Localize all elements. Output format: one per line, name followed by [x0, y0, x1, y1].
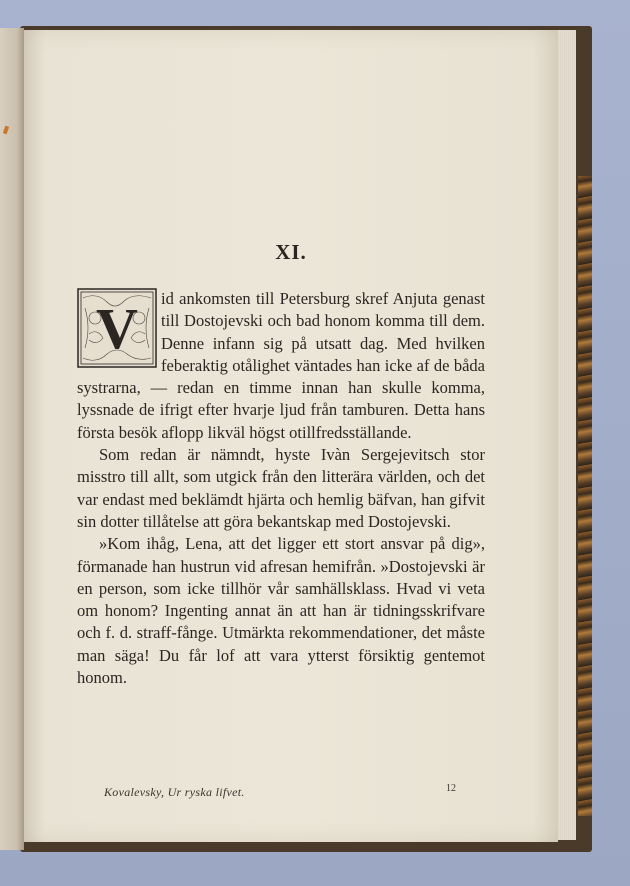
body-text [77, 288, 485, 689]
paragraph-1: id ankomsten till Petersburg skref Anjuta genast till Dostojevski och bad honom komma till dem. Denne infann sig på utsatt dag. Med hvilken feberaktig otålighet väntades han icke af de båda systrarna, — redan en timme innan han skulle komma, lyssnade de ifrigt efter hvarje ljud från tamburen. Detta hans första besök aflopp likväl högst otillfredsställande. [77, 289, 485, 442]
ornamental-v-icon [77, 288, 157, 368]
marbled-cover-edge [578, 176, 592, 816]
left-page-edge [0, 28, 24, 850]
paragraph-2: Som redan är nämndt, hyste Ivàn Sergejevitsch stor misstro till allt, som utgick från den litterära världen, och det var endast med beklämdt hjärta och hemlig bäfvan, han gifvit sin dotter tillåtelse att göra bekantskap med Dostojevski. [77, 445, 485, 531]
footer-signature: Kovalevsky, Ur ryska lifvet. [104, 785, 245, 799]
svg-text:V: V [96, 296, 138, 361]
page-footer [104, 785, 484, 800]
book-page [24, 30, 558, 842]
page-number: 12 [446, 783, 456, 794]
paragraph-3: »Kom ihåg, Lena, att det ligger ett stort ansvar på dig», förmanade han hustrun vid afresan hemifrån. »Dostojevski är en person, som icke tillhör vår samhällsklass. Hvad vi veta om honom? Ingenting annat än att han är tidningsskrifvare och f. d. straff-fånge. Utmärkta rekommendationer, det måste man säga! Du får lof att vara ytterst försiktig gentemot honom. [77, 534, 485, 688]
chapter-heading: XI. [275, 240, 307, 264]
drop-cap-initial [77, 288, 157, 368]
